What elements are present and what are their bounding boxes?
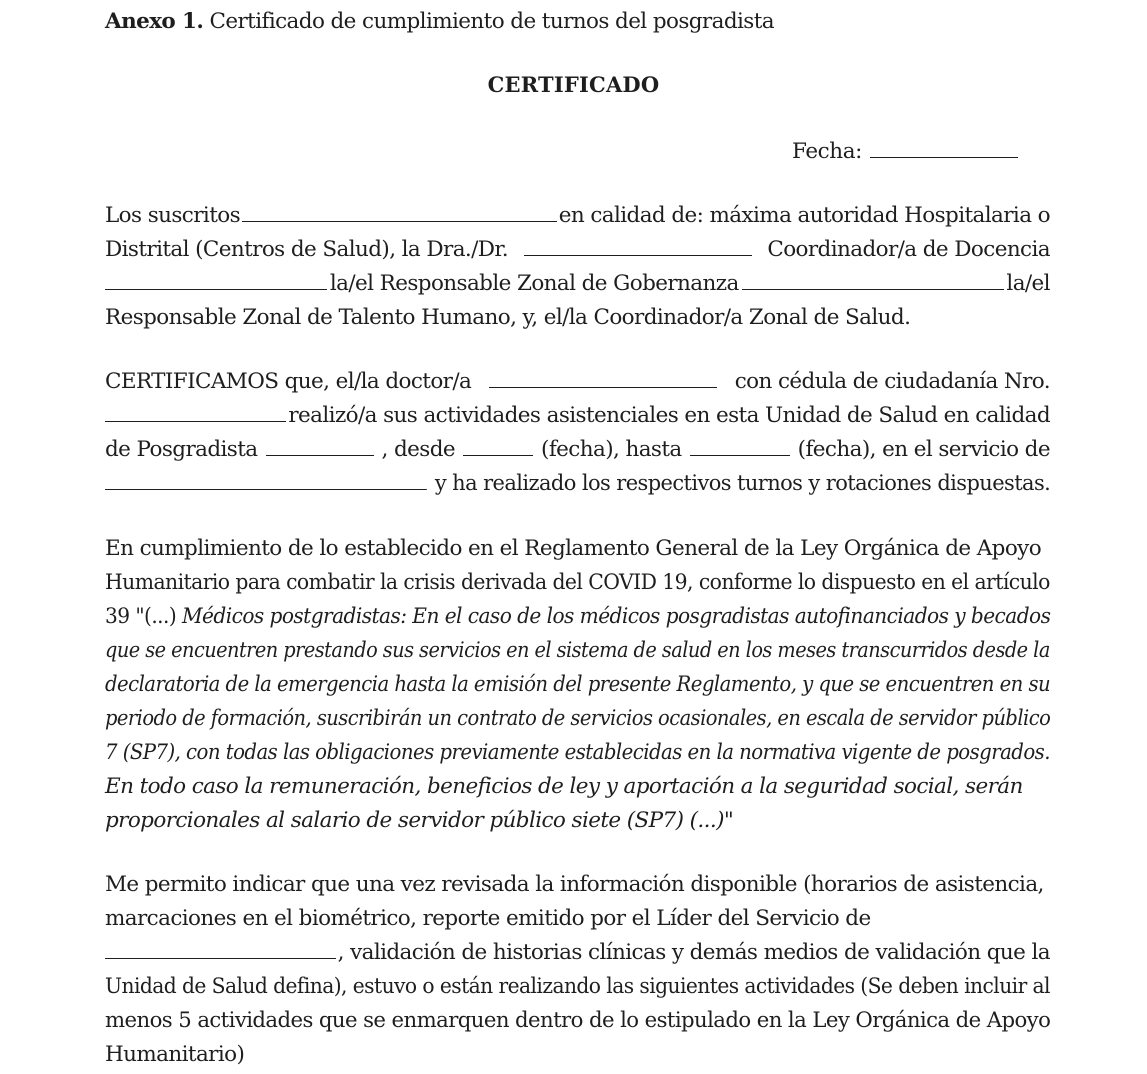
p3-line-7: 7 (SP7), con todas las obligaciones previamente establecidas en la normativa vigente de posgrados. [105,740,1050,765]
p2-line-2 [105,400,1050,432]
p4-line-5: menos 5 actividades que se enmarquen dentro de lo estipulado en la Ley Orgánica de Apoyo [105,1008,1051,1033]
p1-line-1 [105,200,1050,232]
p1-text: Los suscritos [105,203,241,228]
p2-text: y ha realizado los respectivos turnos y rotaciones dispuestas. [434,471,1051,496]
p1-text: Coordinador/a de Docencia [767,237,1050,262]
p2-line-1 [105,366,1050,398]
p3-line-4: que se encuentren prestando sus servicios en el sistema de salud en los meses transcurridos desde la [105,638,1050,663]
date-blank [870,137,1018,158]
p2-line-3 [105,434,1050,466]
date-field [792,136,1020,168]
p2-text: realizó/a sus actividades asistenciales en esta Unidad de Salud en calidad [288,403,1050,428]
blank-governance [742,269,1004,290]
p1-text: en calidad de: máxima autoridad Hospitalaria o [558,203,1050,228]
blank-doctor [524,235,752,256]
p4-line-4: Unidad de Salud defina), estuvo o están realizando las siguientes actividades (Se deben incluir al [105,974,1050,999]
blank-doctor-name [489,367,717,388]
document-title: CERTIFICADO [487,72,660,97]
p4-line-6: Humanitario) [105,1042,245,1067]
p2-line-4 [105,468,1051,500]
p1-line-2 [105,234,1050,266]
p3-line-1: En cumplimiento de lo establecido en el Reglamento General de la Ley Orgánica de Apoyo [105,536,1042,561]
p2-text: CERTIFICAMOS que, el/la doctor/a [105,369,472,394]
p2-text: con cédula de ciudadanía Nro. [734,369,1050,394]
p1-text: la/el Responsable Zonal de Gobernanza [329,271,739,296]
blank-id-number [105,401,286,422]
p1-line-3 [105,268,1050,300]
blank-signatories [242,201,557,222]
p3-line-3 [105,601,1051,633]
blank-date-to [690,435,790,456]
p3-line-2: Humanitario para combatir la crisis derivada del COVID 19, conforme lo dispuesto en el artículo [105,570,1050,595]
p3-line-8: En todo caso la remuneración, beneficios de ley y aportación a la seguridad social, serán [105,774,1023,799]
p2-text: , desde [381,437,455,462]
blank-date-from [463,435,533,456]
blank-program [266,435,374,456]
p3-quote: Médicos postgradistas: En el caso de los médicos posgradistas autofinanciados y becados [181,604,1051,629]
annex-heading [105,6,774,38]
annex-label: Anexo 1. [105,9,204,34]
p3-text: 39 "(...) [105,604,177,629]
p4-line-2: marcaciones en el biométrico, reporte emitido por el Líder del Servicio de [105,906,871,931]
p1-line-4: Responsable Zonal de Talento Humano, y, el/la Coordinador/a Zonal de Salud. [105,305,911,330]
p4-line-1: Me permito indicar que una vez revisada la información disponible (horarios de asistencia, [105,872,1044,897]
p2-text: (fecha), en el servicio de [797,437,1050,462]
annex-title: Certificado de cumplimiento de turnos del posgradista [209,9,774,34]
p1-text: Distrital (Centros de Salud), la Dra./Dr. [105,237,508,262]
date-label: Fecha: [792,139,863,164]
p4-line-3 [105,937,1050,969]
blank-service-leader [105,938,336,959]
p3-line-9: proporcionales al salario de servidor público siete (SP7) (...)" [105,808,734,833]
p1-text: la/el [1006,271,1050,296]
blank-coordinator [105,269,327,290]
blank-service [105,469,427,490]
p3-line-6: periodo de formación, suscribirán un contrato de servicios ocasionales, en escala de servidor público [105,706,1051,731]
p2-text: de Posgradista [105,437,258,462]
p2-text: (fecha), hasta [541,437,682,462]
p3-line-5: declaratoria de la emergencia hasta la emisión del presente Reglamento, y que se encuentren en su [105,672,1051,697]
p4-text: , validación de historias clínicas y demás medios de validación que la [337,940,1050,965]
